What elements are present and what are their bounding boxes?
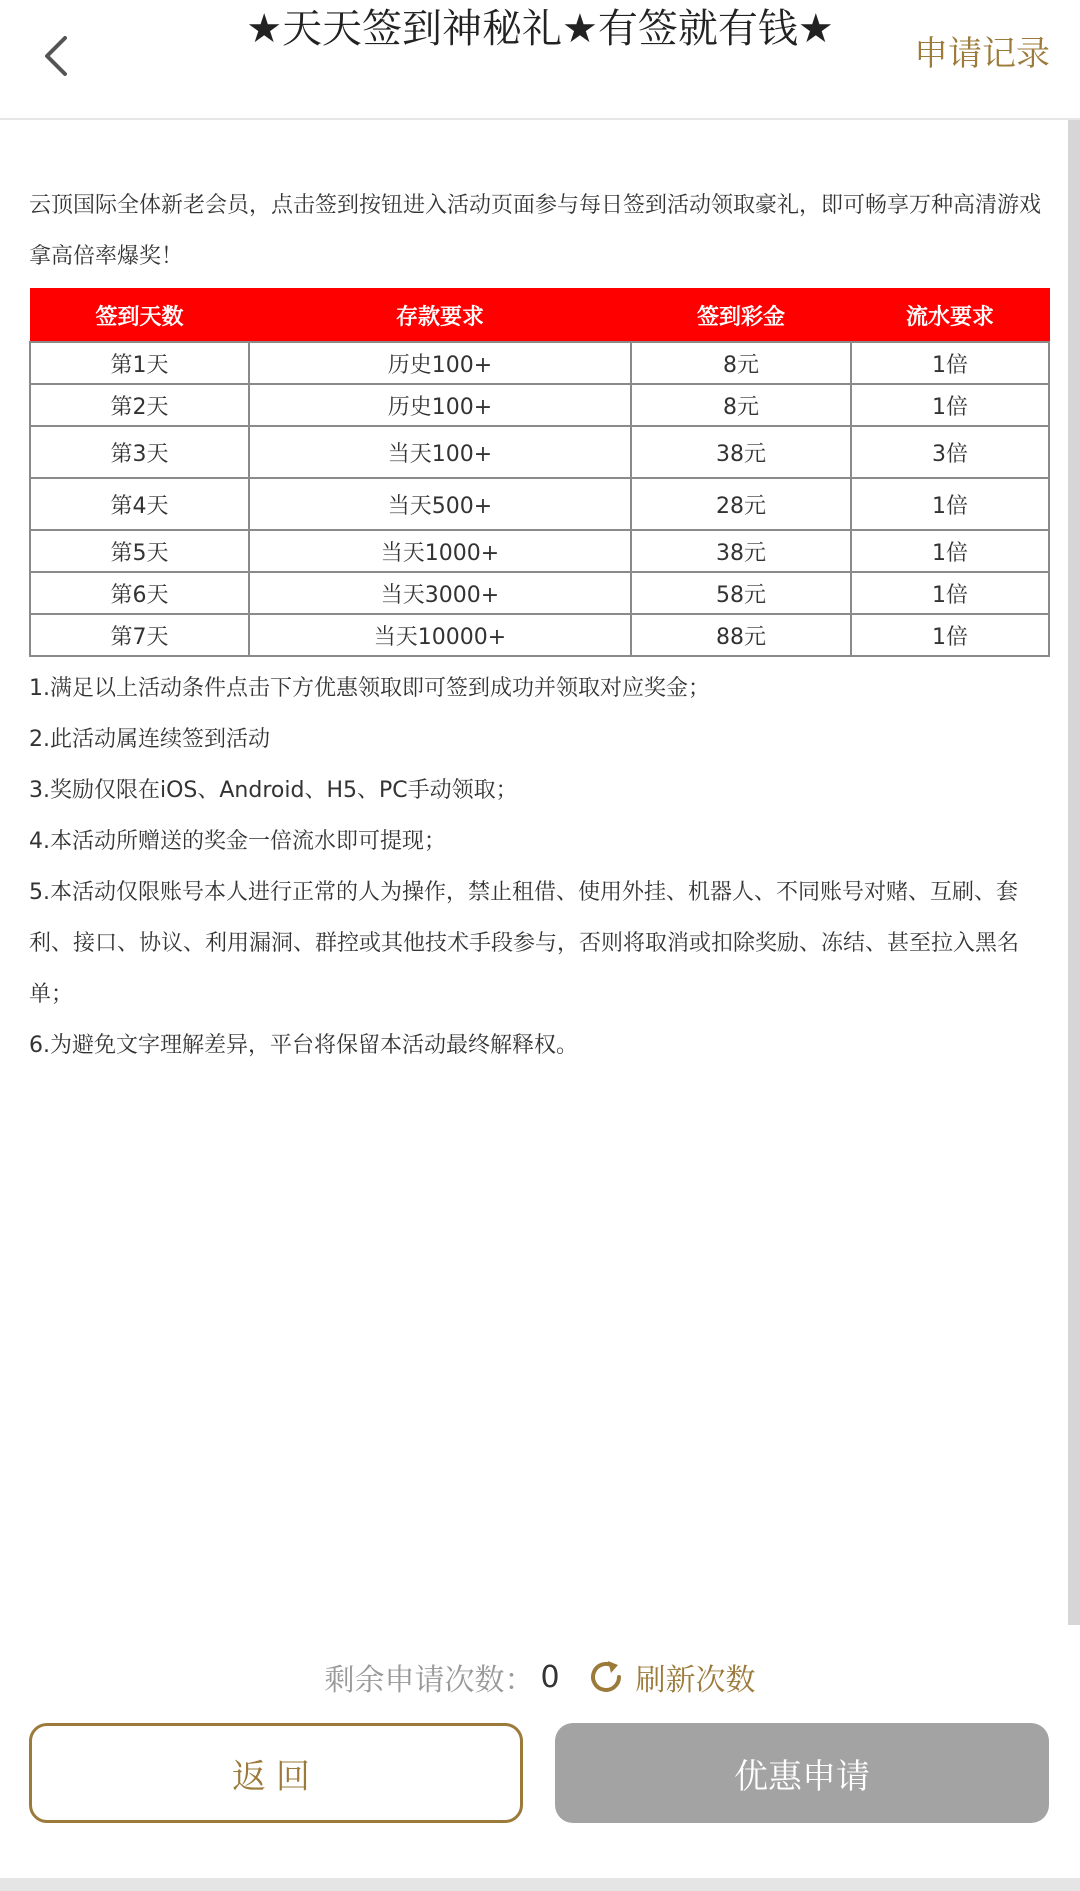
remaining-label: 剩余申请次数： xyxy=(324,1663,535,1698)
table-row xyxy=(30,614,1049,656)
cell-bonus: 28元 xyxy=(631,478,851,530)
chevron-left-icon xyxy=(41,34,71,78)
rules-notes xyxy=(29,663,1050,1071)
remaining-count: 0 xyxy=(540,1659,560,1695)
cell-bonus: 8元 xyxy=(631,342,851,384)
return-button[interactable]: 返回 xyxy=(29,1723,523,1823)
header-deposit-requirement: 存款要求 xyxy=(249,289,631,343)
note-1: 1.满足以上活动条件点击下方优惠领取即可签到成功并领取对应奖金； xyxy=(29,676,710,701)
note-4: 4.本活动所赠送的奖金一倍流水即可提现； xyxy=(29,829,446,854)
cell-day: 第6天 xyxy=(30,572,249,614)
table-header-row xyxy=(30,289,1049,343)
cell-deposit: 当天100+ xyxy=(249,426,631,478)
cell-bonus: 8元 xyxy=(631,384,851,426)
note-2: 2.此活动属连续签到活动 xyxy=(29,727,270,752)
apply-promotion-button[interactable]: 优惠申请 xyxy=(555,1723,1049,1823)
back-button[interactable] xyxy=(26,26,86,86)
table-row xyxy=(30,572,1049,614)
cell-day: 第5天 xyxy=(30,530,249,572)
bottom-edge xyxy=(0,1878,1080,1891)
cell-turnover: 1倍 xyxy=(851,530,1049,572)
table-row xyxy=(30,342,1049,384)
cell-day: 第3天 xyxy=(30,426,249,478)
bottom-action-bar xyxy=(0,1625,1080,1891)
remaining-applications xyxy=(0,1655,1080,1699)
note-3: 3.奖励仅限在iOS、Android、H5、PC手动领取； xyxy=(29,778,518,803)
cell-deposit: 历史100+ xyxy=(249,342,631,384)
cell-turnover: 1倍 xyxy=(851,384,1049,426)
cell-day: 第7天 xyxy=(30,614,249,656)
cell-deposit: 当天3000+ xyxy=(249,572,631,614)
table-row xyxy=(30,478,1049,530)
cell-deposit: 当天1000+ xyxy=(249,530,631,572)
cell-day: 第4天 xyxy=(30,478,249,530)
refresh-icon[interactable] xyxy=(586,1657,626,1697)
cell-turnover: 1倍 xyxy=(851,572,1049,614)
cell-deposit: 当天10000+ xyxy=(249,614,631,656)
cell-bonus: 88元 xyxy=(631,614,851,656)
cell-turnover: 1倍 xyxy=(851,478,1049,530)
table-row xyxy=(30,530,1049,572)
activity-content xyxy=(29,180,1050,1071)
cell-day: 第2天 xyxy=(30,384,249,426)
top-bar xyxy=(0,0,1080,120)
scrollbar[interactable] xyxy=(1068,120,1080,1625)
table-row xyxy=(30,384,1049,426)
cell-turnover: 1倍 xyxy=(851,614,1049,656)
checkin-rules-table xyxy=(29,288,1050,657)
cell-deposit: 当天500+ xyxy=(249,478,631,530)
header-checkin-days: 签到天数 xyxy=(30,289,249,343)
cell-turnover: 3倍 xyxy=(851,426,1049,478)
cell-bonus: 38元 xyxy=(631,426,851,478)
cell-day: 第1天 xyxy=(30,342,249,384)
cell-bonus: 58元 xyxy=(631,572,851,614)
application-records-link[interactable]: 申请记录 xyxy=(914,34,1050,74)
refresh-count-link[interactable]: 刷新次数 xyxy=(635,1663,756,1698)
note-5: 5.本活动仅限账号本人进行正常的人为操作，禁止租借、使用外挂、机器人、不同账号对赌、互刷、套利、接口、协议、利用漏洞、群控或其他技术手段参与，否则将取消或扣除奖励、冻结、甚至拉入黑名单； xyxy=(29,880,1020,1007)
cell-deposit: 历史100+ xyxy=(249,384,631,426)
intro-text: 云顶国际全体新老会员，点击签到按钮进入活动页面参与每日签到活动领取豪礼，即可畅享万种高清游戏拿高倍率爆奖！ xyxy=(29,193,1042,269)
table-row xyxy=(30,426,1049,478)
header-turnover-requirement: 流水要求 xyxy=(851,289,1049,343)
page-title: ★天天签到神秘礼★有签就有钱★ xyxy=(246,6,834,52)
header-checkin-bonus: 签到彩金 xyxy=(631,289,851,343)
note-6: 6.为避免文字理解差异，平台将保留本活动最终解释权。 xyxy=(29,1033,578,1058)
cell-turnover: 1倍 xyxy=(851,342,1049,384)
cell-bonus: 38元 xyxy=(631,530,851,572)
